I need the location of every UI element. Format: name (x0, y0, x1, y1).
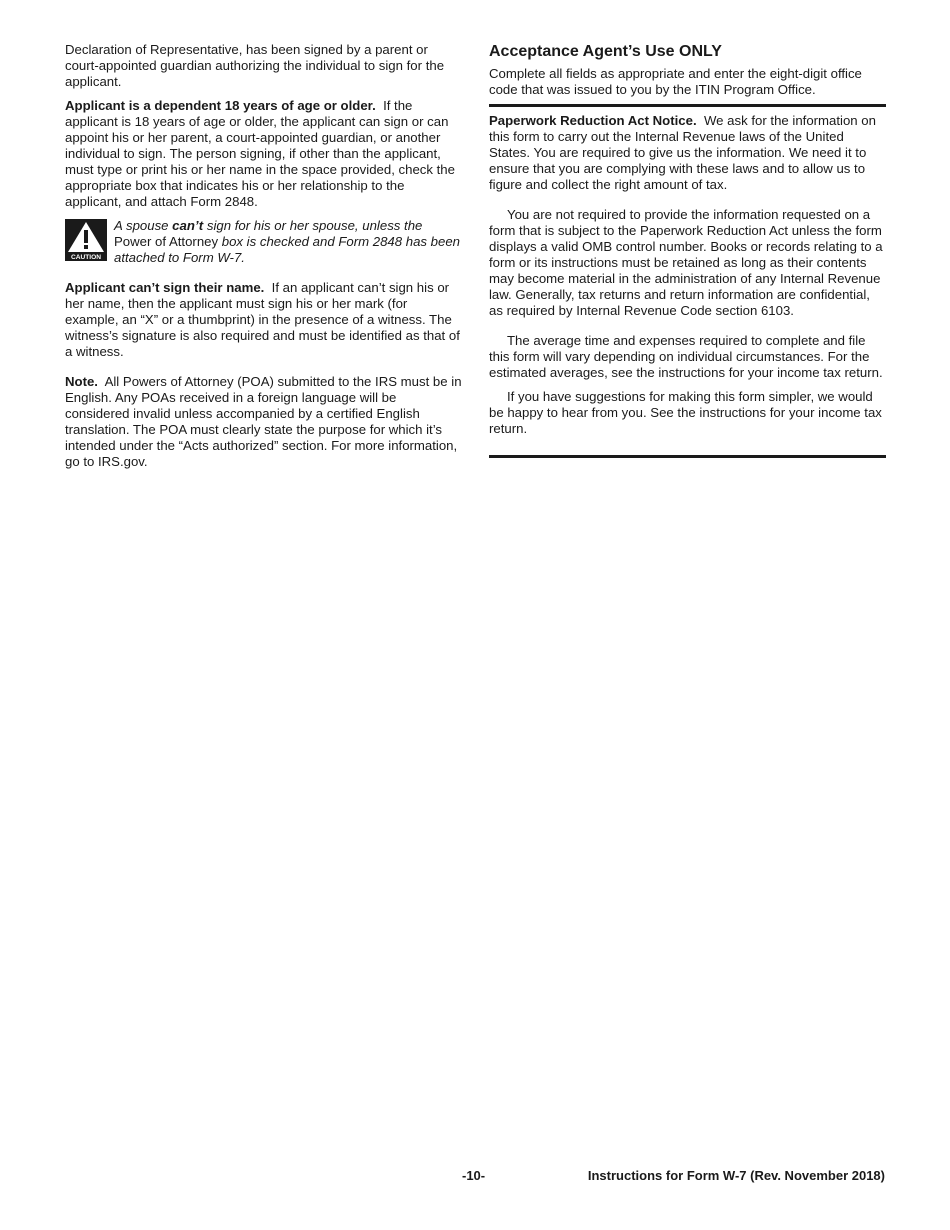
dependent-text: If the applicant is 18 years of age or older, the applicant can sign or can appoint his or her parent, a court-appointed guardian, or another individual to sign. The person signing, if other than the applicant, must type or print his or her name in the space provided, check the appropriate box that indicates his or her relationship to the applicant, and attach Form 2848. (65, 98, 455, 209)
cant-sign-text: If an applicant can’t sign his or her name, then the applicant must sign his or her mark (for example, an “X” or a thumbprint) in the presence of a witness. The witness’s signature is also required and must be identified as that of a witness. (65, 280, 460, 359)
dependent-paragraph (65, 98, 462, 210)
cant-sign-heading: Applicant can’t sign their name. (65, 280, 265, 295)
paperwork-notice-paragraph (489, 113, 886, 193)
right-column (489, 42, 886, 458)
acceptance-agent-title: Acceptance Agent’s Use ONLY (489, 43, 722, 60)
footer-form-title: Instructions for Form W-7 (Rev. November 2018) (587, 1168, 885, 1183)
caution-text-part: sign for his or her spouse, unless the (203, 218, 423, 233)
note-text: All Powers of Attorney (POA) submitted to the IRS must be in English. Any POAs received in a foreign language will be considered invalid unless accompanied by a certified English translation. The POA must clearly state the purpose for which it’s intended under the “Acts authorized” section. For more information, go to IRS.gov. (65, 374, 462, 469)
caution-notice (65, 218, 462, 266)
note-heading: Note. (65, 374, 98, 389)
note-paragraph (65, 374, 462, 470)
left-column (65, 42, 462, 478)
representative-paragraph: Declaration of Representative, has been signed by a parent or court-appointed guardian authorizing the individual to sign for the applicant. (65, 42, 445, 89)
dependent-heading: Applicant is a dependent 18 years of age or older. (65, 98, 376, 113)
caution-poa-term: Power of Attorney (114, 234, 219, 249)
page-number: -10- (462, 1168, 486, 1183)
end-rule (489, 455, 886, 458)
caution-text-part: A spouse (114, 218, 173, 233)
caution-text-part: box is checked and Form 2848 has been attached to Form W-7. (114, 234, 461, 265)
acceptance-agent-text: Complete all fields as appropriate and enter the eight-digit office code that was issued to you by the ITIN Program Office. (489, 66, 862, 97)
caution-text (114, 218, 462, 266)
suggestions-paragraph: If you have suggestions for making this form simpler, we would be happy to hear from you. See the instructions for your income tax return. (489, 389, 882, 436)
omb-paragraph: You are not required to provide the information requested on a form that is subject to the Paperwork Reduction Act unless the form displays a valid OMB control number. Books or records relating to a form or its instructions must be retained as long as their contents may become material in the administration of any Internal Revenue law. Generally, tax returns and return information are confidential, as required by Internal Revenue Code section 6103. (489, 207, 883, 318)
caution-emphasis: can’t (172, 218, 204, 233)
average-time-paragraph: The average time and expenses required to complete and file this form will vary depending on individual circumstances. For the estimated averages, see the instructions for your income tax return. (489, 333, 883, 380)
caution-badge-label: CAUTION (70, 254, 102, 261)
section-divider (489, 104, 886, 107)
cant-sign-paragraph (65, 280, 462, 360)
paperwork-notice-text: We ask for the information on this form to carry out the Internal Revenue laws of the United States. You are required to give us the information. We need it to ensure that you are complying with these laws and to allow us to figure and collect the right amount of tax. (489, 113, 876, 192)
paperwork-notice-heading: Paperwork Reduction Act Notice. (489, 113, 697, 128)
caution-icon (65, 219, 107, 261)
